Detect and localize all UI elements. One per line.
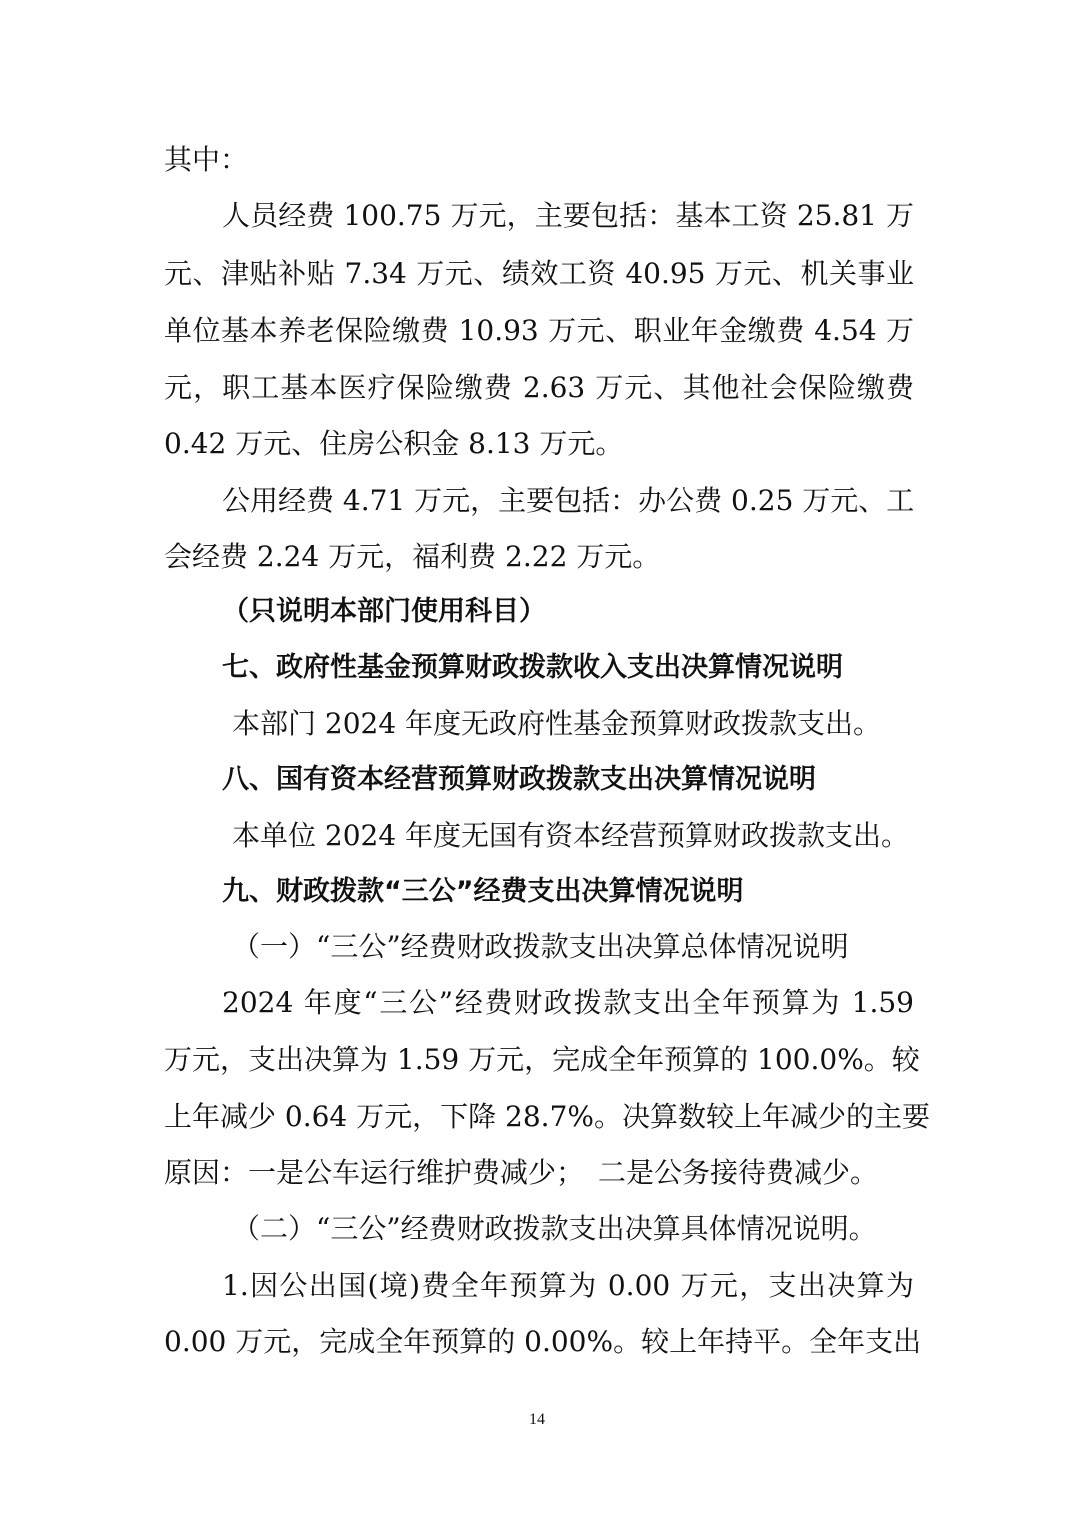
text-line: 会经费 2.24 万元，福利费 2.22 万元。: [164, 540, 661, 573]
text-line: 万元，支出决算为 1.59 万元，完成全年预算的 100.0%。较: [164, 1043, 920, 1076]
text-line: 本单位 2024 年度无国有资本经营预算财政拨款支出。: [232, 819, 910, 852]
section-heading: 七、政府性基金预算财政拨款收入支出决算情况说明: [222, 652, 843, 683]
text-line: 上年减少 0.64 万元，下降 28.7%。决算数较上年减少的主要: [164, 1100, 930, 1133]
text-line: 2024 年度“三公”经费财政拨款支出全年预算为 1.59: [222, 986, 914, 1019]
text-line: 人员经费 100.75 万元，主要包括：基本工资 25.81 万: [222, 199, 914, 232]
text-line: 本部门 2024 年度无政府性基金预算财政拨款支出。: [232, 707, 882, 740]
text-line: 1.因公出国(境)费全年预算为 0.00 万元，支出决算为: [222, 1269, 914, 1302]
section-heading: 九、财政拨款“三公”经费支出决算情况说明: [222, 876, 744, 907]
subsection-heading: （一）“三公”经费财政拨款支出决算总体情况说明: [232, 930, 849, 963]
text-line: 单位基本养老保险缴费 10.93 万元、职业年金缴费 4.54 万: [164, 314, 914, 347]
text-line: 公用经费 4.71 万元，主要包括：办公费 0.25 万元、工: [222, 484, 915, 517]
subsection-heading: （二）“三公”经费财政拨款支出决算具体情况说明。: [232, 1212, 877, 1245]
section-heading: 八、国有资本经营预算财政拨款支出决算情况说明: [222, 764, 816, 795]
text-line: 0.42 万元、住房公积金 8.13 万元。: [164, 427, 624, 460]
text-line: 其中：: [164, 143, 249, 176]
text-line: 0.00 万元，完成全年预算的 0.00%。较上年持平。全年支出: [164, 1325, 922, 1358]
page-number: 14: [529, 1411, 545, 1428]
text-line: 元，职工基本医疗保险缴费 2.63 万元、其他社会保险缴费: [164, 371, 914, 404]
text-line: 原因：一是公车运行维护费减少； 二是公务接待费减少。: [164, 1156, 879, 1189]
text-line: 元、津贴补贴 7.34 万元、绩效工资 40.95 万元、机关事业: [164, 257, 914, 290]
section-note: （只说明本部门使用科目）: [222, 596, 546, 627]
